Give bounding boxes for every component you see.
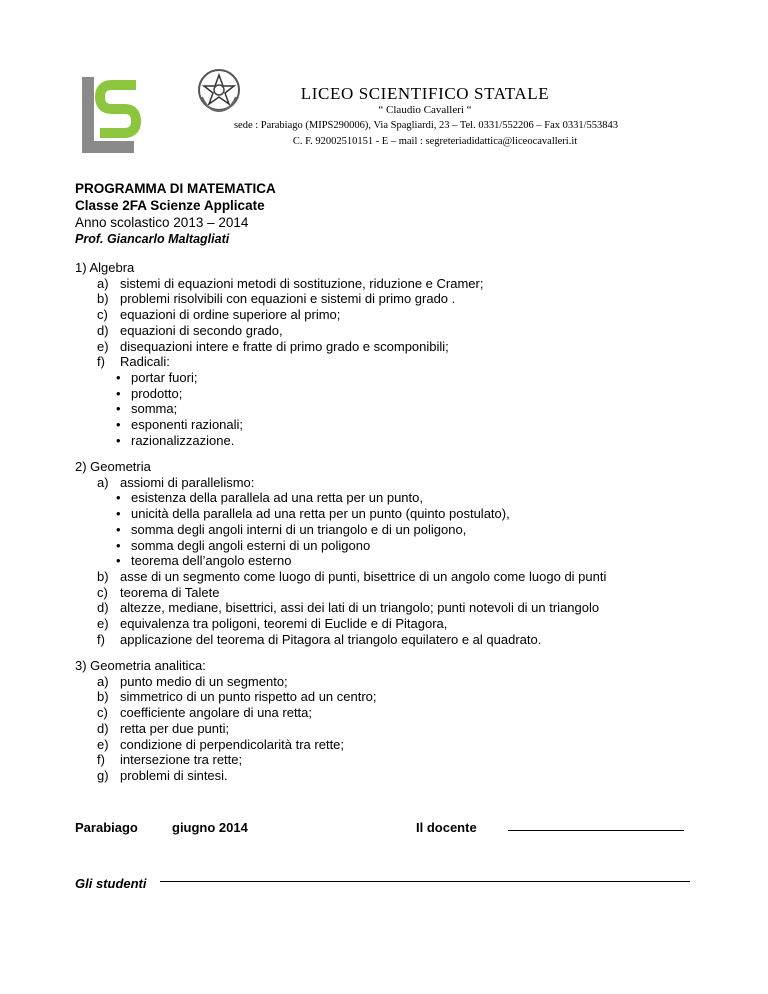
- list-item: [75, 354, 483, 370]
- item-label: a): [97, 275, 109, 291]
- section-geometria: [75, 459, 606, 647]
- list-item: [75, 339, 483, 355]
- item-label: b): [97, 689, 109, 705]
- footer-place: Parabiago: [75, 820, 138, 835]
- item-text: problemi di sintesi.: [120, 767, 228, 783]
- item-text: equazioni di ordine superiore al primo;: [120, 307, 341, 323]
- list-item: [75, 585, 606, 601]
- list-item: [75, 569, 606, 585]
- section-algebra: [75, 260, 483, 448]
- list-item: [75, 291, 483, 307]
- bullet-item: [75, 370, 483, 386]
- doc-year: Anno scolastico 2013 – 2014: [75, 215, 249, 230]
- item-label: c): [97, 584, 108, 600]
- list-item: [75, 737, 377, 753]
- bullet-text: esponenti razionali;: [131, 417, 244, 433]
- doc-title: PROGRAMMA DI MATEMATICA: [75, 181, 276, 196]
- ls-school-logo: [82, 77, 142, 153]
- item-label: d): [97, 600, 109, 616]
- bullet-text: somma degli angoli interni di un triangolo e di un poligono,: [131, 521, 467, 537]
- bullet-item: [75, 522, 606, 538]
- item-label: d): [97, 322, 109, 338]
- bullet-item: [75, 433, 483, 449]
- section-geometria-analitica: [75, 658, 377, 784]
- item-text: problemi risolvibili con equazioni e sistemi di primo grado .: [120, 291, 456, 307]
- footer-students-label: Gli studenti: [75, 876, 147, 891]
- bullet-icon: •: [116, 369, 121, 385]
- item-text: retta per due punti;: [120, 720, 230, 736]
- bullet-icon: •: [116, 385, 121, 401]
- school-tax-email: C. F. 92002510151 - E – mail : segreteriadidattica@liceocavalleri.it: [292, 136, 578, 147]
- item-label: e): [97, 338, 109, 354]
- students-signature-line: [160, 881, 690, 882]
- list-item: [75, 616, 606, 632]
- school-name: LICEO SCIENTIFICO STATALE: [300, 84, 550, 103]
- item-text: equivalenza tra poligoni, teoremi di Euclide e di Pitagora,: [120, 616, 448, 632]
- item-label: a): [97, 673, 109, 689]
- item-text: assiomi di parallelismo:: [120, 474, 255, 490]
- list-item: [75, 600, 606, 616]
- bullet-icon: •: [116, 490, 121, 506]
- bullet-text: esistenza della parallela ad una retta per un punto,: [131, 490, 423, 506]
- section-title: 1) Algebra: [75, 260, 135, 275]
- list-item: [75, 323, 483, 339]
- section-title: 3) Geometria analitica:: [75, 658, 206, 673]
- bullet-icon: •: [116, 537, 121, 553]
- bullet-item: [75, 506, 606, 522]
- item-text: coefficiente angolare di una retta;: [120, 705, 313, 721]
- bullet-icon: •: [116, 401, 121, 417]
- item-text: Radicali:: [120, 354, 170, 370]
- bullet-text: unicità della parallela ad una retta per un punto (quinto postulato),: [131, 506, 510, 522]
- bullet-item: [75, 538, 606, 554]
- item-text: sistemi di equazioni metodi di sostituzione, riduzione e Cramer;: [120, 275, 484, 291]
- bullet-item: [75, 417, 483, 433]
- list-item: [75, 276, 483, 292]
- docente-signature-line: [508, 830, 684, 831]
- bullet-text: portar fuori;: [131, 369, 198, 385]
- bullet-item: [75, 401, 483, 417]
- item-label: e): [97, 736, 109, 752]
- item-label: f): [97, 354, 105, 370]
- bullet-icon: •: [116, 553, 121, 569]
- item-label: g): [97, 767, 109, 783]
- item-text: intersezione tra rette;: [120, 752, 243, 768]
- item-text: disequazioni intere e fratte di primo grado e scomponibili;: [120, 338, 449, 354]
- item-text: equazioni di secondo grado,: [120, 322, 283, 338]
- list-item: [75, 475, 606, 491]
- item-label: c): [97, 705, 108, 721]
- item-text: asse di un segmento come luogo di punti, bisettrice di un angolo come luogo di punti: [120, 568, 607, 584]
- doc-teacher: Prof. Giancarlo Maltagliati: [75, 232, 230, 246]
- school-address: sede : Parabiago (MIPS290006), Via Spagliardi, 23 – Tel. 0331/552206 – Fax 0331/553843: [233, 120, 619, 131]
- list-item: [75, 705, 377, 721]
- item-label: e): [97, 616, 109, 632]
- list-item: [75, 632, 606, 648]
- bullet-icon: •: [116, 506, 121, 522]
- bullet-text: somma degli angoli esterni di un poligono: [131, 537, 371, 553]
- bullet-icon: •: [116, 521, 121, 537]
- bullet-text: teorema dell’angolo esterno: [131, 553, 292, 569]
- list-item: [75, 752, 377, 768]
- item-text: condizione di perpendicolarità tra rette;: [120, 736, 345, 752]
- item-text: applicazione del teorema di Pitagora al triangolo equilatero e al quadrato.: [120, 631, 542, 647]
- item-label: c): [97, 307, 108, 323]
- bullet-text: razionalizzazione.: [131, 432, 235, 448]
- item-label: b): [97, 291, 109, 307]
- section-title: 2) Geometria: [75, 459, 151, 474]
- doc-class: Classe 2FA Scienze Applicate: [75, 198, 265, 213]
- item-label: d): [97, 720, 109, 736]
- bullet-icon: •: [116, 432, 121, 448]
- item-text: teorema di Talete: [120, 584, 220, 600]
- item-text: altezze, mediane, bisettrici, assi dei lati di un triangolo; punti notevoli di un triangolo: [120, 600, 600, 616]
- item-label: b): [97, 568, 109, 584]
- item-label: a): [97, 474, 109, 490]
- bullet-text: prodotto;: [131, 385, 183, 401]
- item-label: f): [97, 752, 105, 768]
- list-item: [75, 768, 377, 784]
- bullet-item: [75, 490, 606, 506]
- list-item: [75, 689, 377, 705]
- list-item: [75, 307, 483, 323]
- bullet-icon: •: [116, 417, 121, 433]
- bullet-text: somma;: [131, 401, 178, 417]
- item-text: simmetrico di un punto rispetto ad un centro;: [120, 689, 377, 705]
- list-item: [75, 674, 377, 690]
- bullet-item: [75, 386, 483, 402]
- document-heading: [75, 180, 276, 248]
- footer-date: giugno 2014: [172, 820, 248, 835]
- bullet-item: [75, 553, 606, 569]
- item-label: f): [97, 631, 105, 647]
- school-dedication: “ Claudio Cavalleri “: [378, 104, 472, 116]
- list-item: [75, 721, 377, 737]
- italian-republic-emblem: [196, 67, 242, 113]
- footer-docente-label: Il docente: [416, 820, 477, 835]
- item-text: punto medio di un segmento;: [120, 673, 288, 689]
